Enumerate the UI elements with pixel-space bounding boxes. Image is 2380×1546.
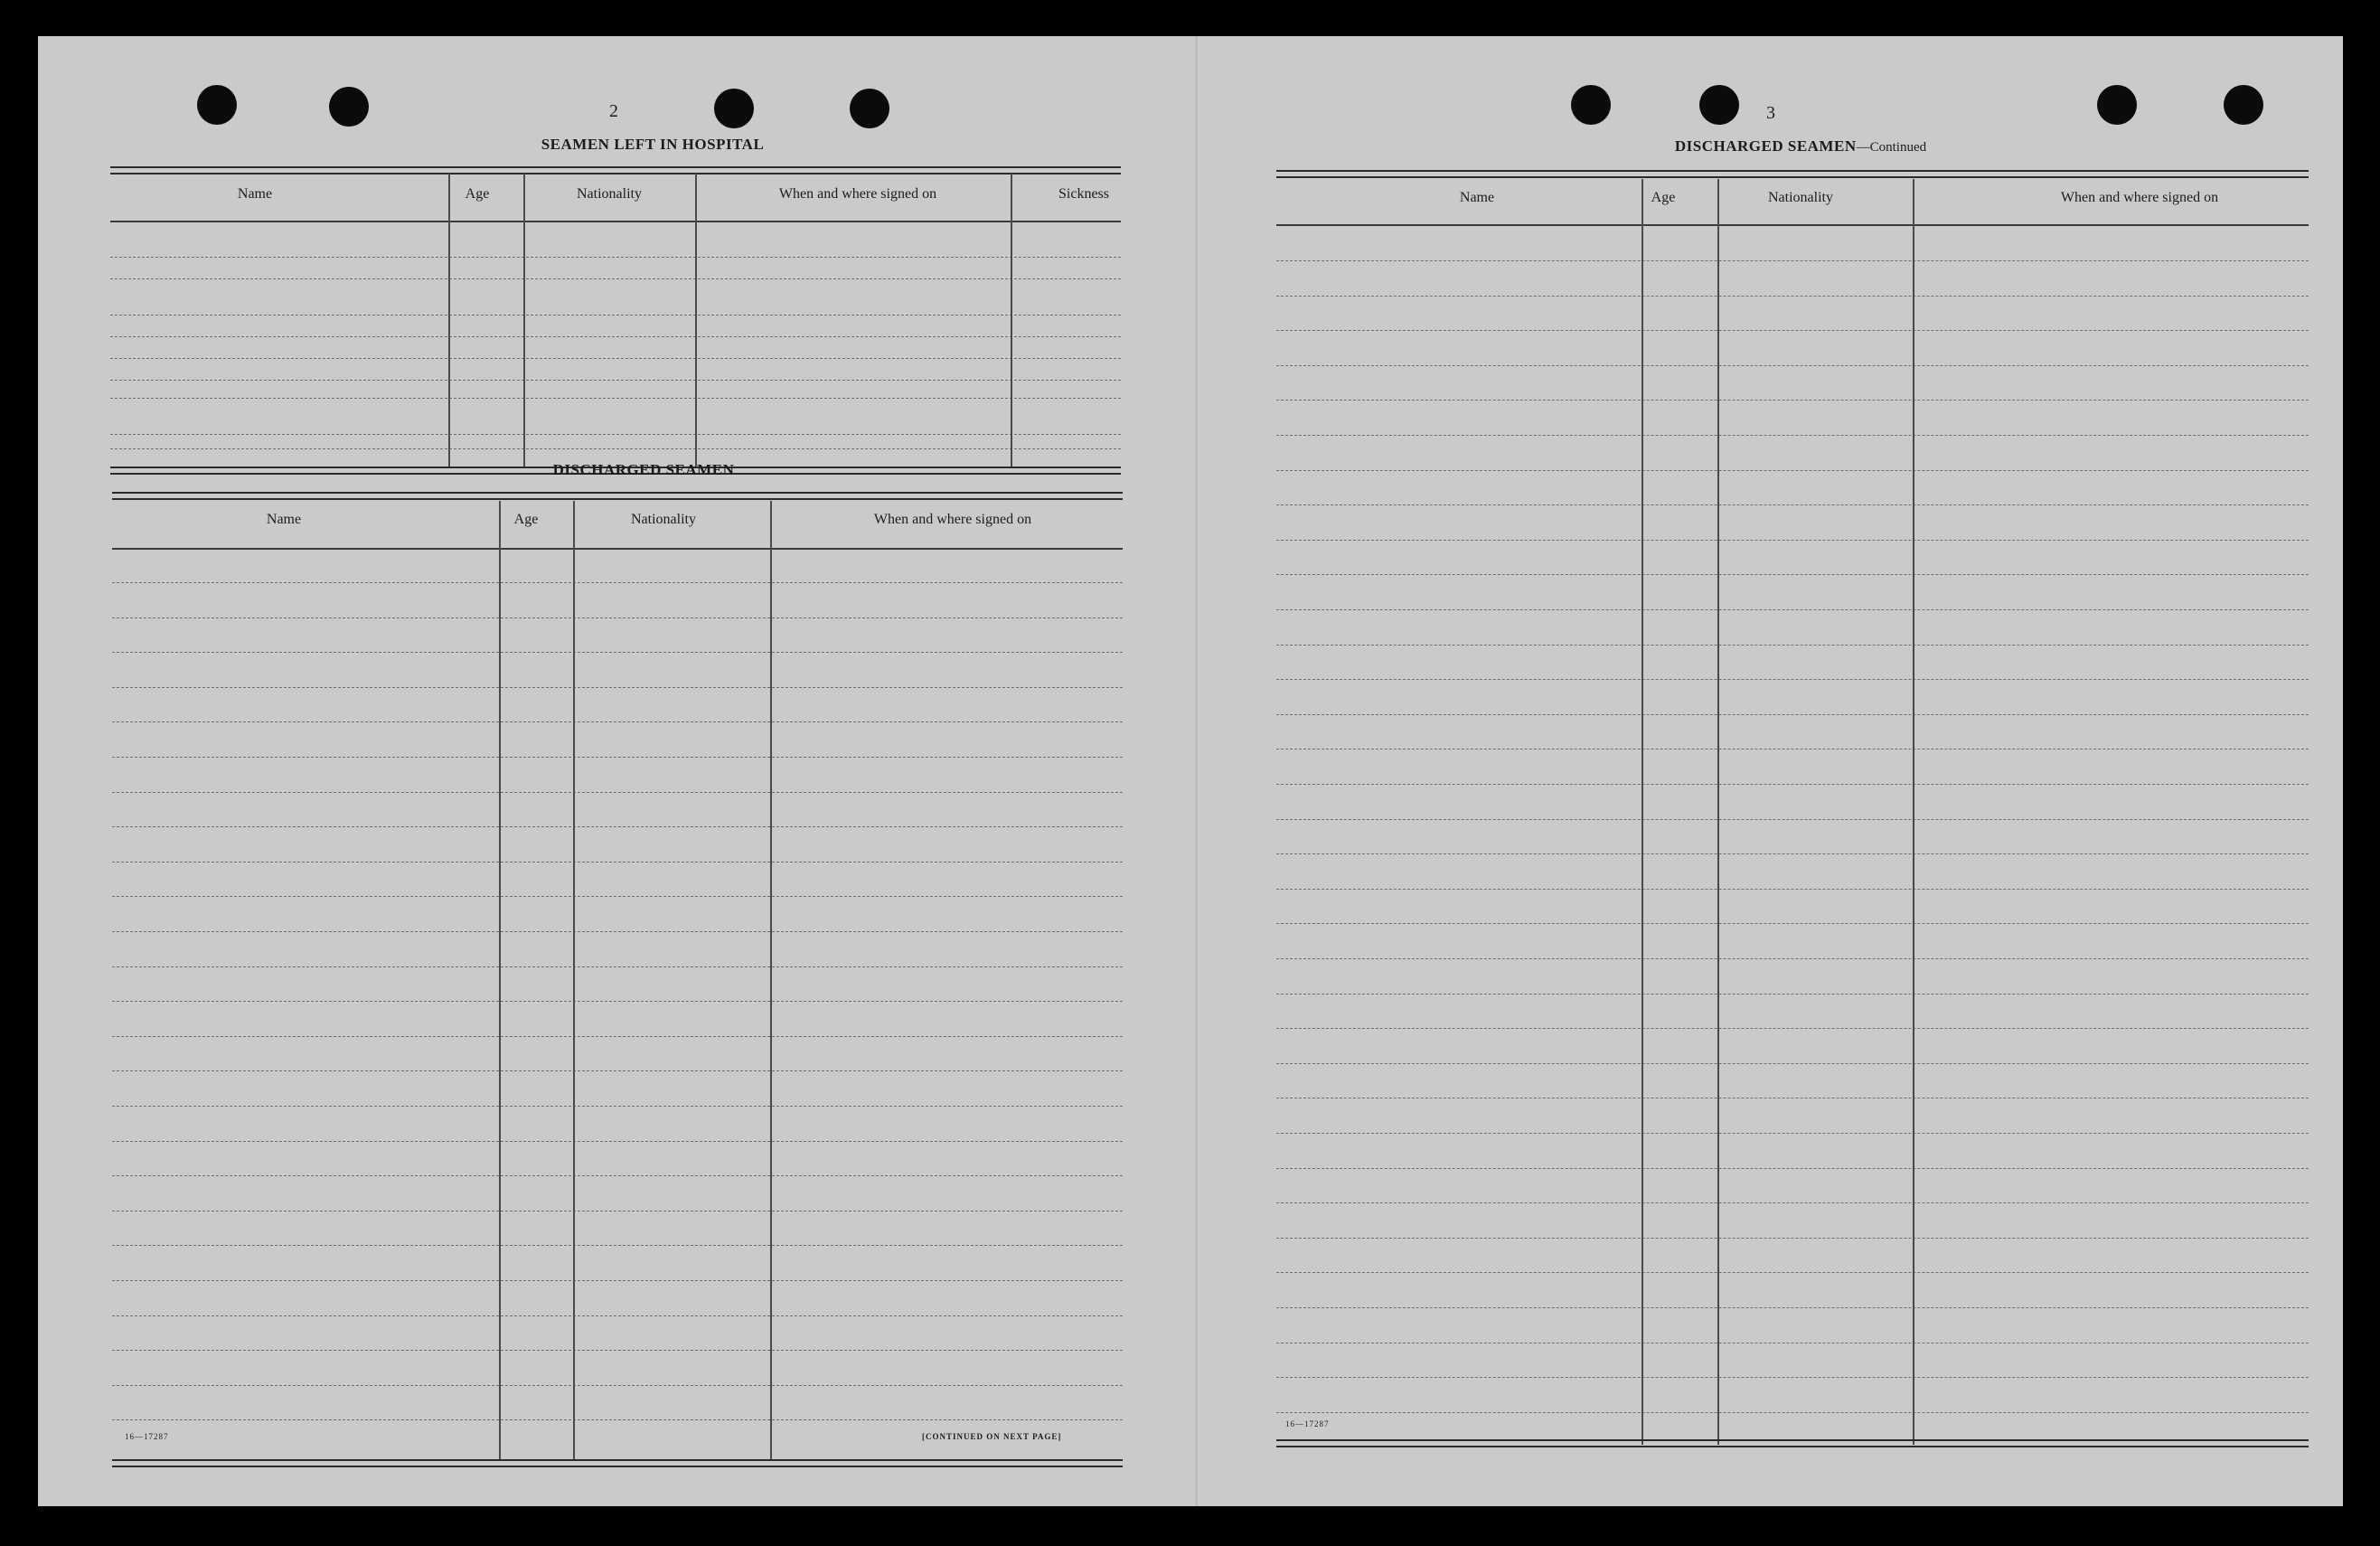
- column-header-name: Name: [237, 186, 273, 202]
- column-divider: [1011, 174, 1012, 467]
- table-row: [1276, 853, 2309, 854]
- column-divider: [1717, 179, 1719, 1445]
- table-row: [110, 336, 1121, 337]
- column-divider: [448, 174, 450, 467]
- table-row: [112, 687, 1123, 688]
- header-rule: [112, 548, 1123, 550]
- table-row: [1276, 889, 2309, 890]
- table-row: [1276, 435, 2309, 436]
- table-row: [112, 1001, 1123, 1002]
- table-row: [1276, 574, 2309, 575]
- table-row: [112, 1315, 1123, 1316]
- table-row: [112, 1141, 1123, 1142]
- table-row: [112, 1280, 1123, 1281]
- table-row: [112, 1245, 1123, 1246]
- table-row: [112, 1106, 1123, 1107]
- column-header-nationality: Nationality: [577, 186, 642, 202]
- table-row: [1276, 1377, 2309, 1378]
- table-row: [1276, 1028, 2309, 1029]
- table-row: [1276, 1133, 2309, 1134]
- continued-note: [CONTINUED ON NEXT PAGE]: [922, 1432, 1062, 1441]
- column-header-signed-on: When and where signed on: [2060, 190, 2219, 205]
- table-row: [112, 862, 1123, 863]
- table-row: [1276, 819, 2309, 820]
- discharged-table: [112, 492, 1123, 1468]
- hospital-section-title: SEAMEN LEFT IN HOSPITAL: [541, 136, 765, 153]
- column-divider: [1913, 179, 1914, 1445]
- table-row: [112, 721, 1123, 722]
- discharged-section-title: DISCHARGED SEAMEN: [552, 461, 735, 478]
- table-top-rule: [1276, 170, 2309, 178]
- column-header-age: Age: [1651, 190, 1676, 205]
- table-row: [112, 757, 1123, 758]
- table-top-rule: [112, 492, 1123, 500]
- column-header-signed-on: When and where signed on: [778, 186, 937, 202]
- table-row: [112, 652, 1123, 653]
- header-rule: [110, 221, 1121, 222]
- table-row: [1276, 1272, 2309, 1273]
- table-top-rule: [110, 166, 1121, 174]
- table-bottom-rule: [112, 1459, 1123, 1467]
- table-row: [110, 278, 1121, 279]
- table-row: [1276, 958, 2309, 959]
- table-row: [110, 257, 1121, 258]
- table-row: [110, 380, 1121, 381]
- discharged-continued-table: [1276, 170, 2309, 1445]
- page-number-left: 2: [609, 101, 618, 121]
- table-row: [1276, 1307, 2309, 1308]
- table-row: [112, 1350, 1123, 1351]
- table-row: [1276, 400, 2309, 401]
- punch-hole: [1699, 85, 1739, 125]
- table-row: [1276, 1412, 2309, 1413]
- punch-hole: [714, 89, 754, 128]
- table-row: [1276, 645, 2309, 646]
- table-bottom-rule: [1276, 1439, 2309, 1447]
- table-row: [1276, 1202, 2309, 1203]
- page-number-right: 3: [1766, 103, 1775, 123]
- column-header-name: Name: [266, 512, 302, 527]
- discharged-continued-title-suffix: —Continued: [1856, 140, 1927, 155]
- punch-hole: [1571, 85, 1611, 125]
- column-divider: [499, 501, 501, 1459]
- table-row: [112, 582, 1123, 583]
- table-row: [110, 315, 1121, 316]
- column-header-nationality: Nationality: [631, 512, 696, 527]
- page-fold: [1195, 36, 1198, 1506]
- table-row: [112, 1385, 1123, 1386]
- column-divider: [1642, 179, 1643, 1445]
- table-row: [112, 1036, 1123, 1037]
- table-row: [1276, 540, 2309, 541]
- column-divider: [523, 174, 525, 467]
- discharged-continued-title: [1593, 137, 2008, 156]
- table-row: [1276, 994, 2309, 995]
- column-header-nationality: Nationality: [1768, 190, 1833, 205]
- form-number-left: 16—17287: [125, 1432, 169, 1441]
- table-row: [112, 896, 1123, 897]
- column-divider: [695, 174, 697, 467]
- table-row: [1276, 260, 2309, 261]
- table-row: [110, 448, 1121, 449]
- table-row: [1276, 1063, 2309, 1064]
- table-row: [112, 931, 1123, 932]
- discharged-continued-title-main: DISCHARGED SEAMEN: [1674, 137, 1857, 155]
- table-row: [110, 358, 1121, 359]
- column-header-signed-on: When and where signed on: [873, 512, 1032, 527]
- table-row: [112, 966, 1123, 967]
- punch-hole: [850, 89, 889, 128]
- table-row: [1276, 923, 2309, 924]
- table-row: [112, 1070, 1123, 1071]
- table-row: [1276, 784, 2309, 785]
- column-header-sickness: Sickness: [1058, 186, 1109, 202]
- table-row: [1276, 1238, 2309, 1239]
- table-row: [1276, 714, 2309, 715]
- table-row: [1276, 1168, 2309, 1169]
- table-row: [112, 1175, 1123, 1176]
- table-row: [112, 617, 1123, 618]
- table-row: [112, 826, 1123, 827]
- table-row: [1276, 330, 2309, 331]
- table-row: [1276, 365, 2309, 366]
- header-rule: [1276, 224, 2309, 226]
- table-row: [1276, 504, 2309, 505]
- table-row: [1276, 679, 2309, 680]
- table-row: [110, 398, 1121, 399]
- table-row: [1276, 470, 2309, 471]
- column-divider: [770, 501, 772, 1459]
- table-row: [1276, 296, 2309, 297]
- punch-hole: [2224, 85, 2263, 125]
- table-row: [112, 1419, 1123, 1420]
- column-header-age: Age: [465, 186, 490, 202]
- punch-hole: [329, 87, 369, 127]
- table-row: [1276, 609, 2309, 610]
- column-divider: [573, 501, 575, 1459]
- table-row: [110, 434, 1121, 435]
- punch-hole: [2097, 85, 2137, 125]
- document-sheet: [38, 36, 2343, 1506]
- hospital-table: [110, 166, 1121, 477]
- form-number-right: 16—17287: [1285, 1419, 1330, 1428]
- table-row: [112, 792, 1123, 793]
- column-header-age: Age: [513, 512, 539, 527]
- punch-hole: [197, 85, 237, 125]
- column-header-name: Name: [1459, 190, 1495, 205]
